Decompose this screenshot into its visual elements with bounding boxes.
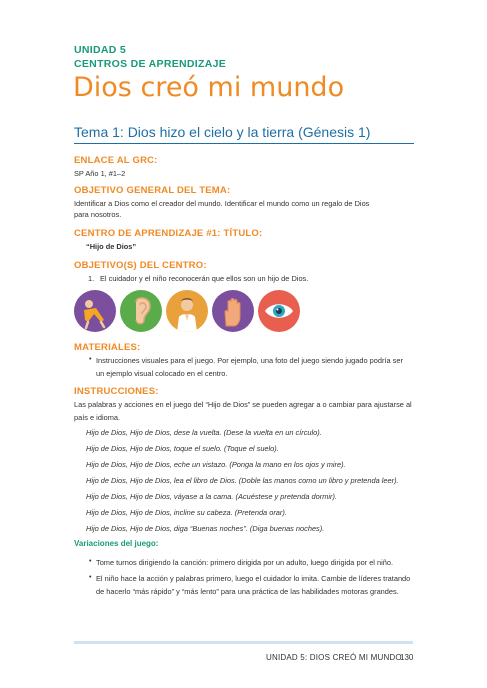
verse-line-5: Hijo de Dios, Hijo de Dios, váyase a la cama. (Acuéstese y pretenda dormir). bbox=[86, 492, 337, 501]
materials-heading: MATERIALES: bbox=[74, 342, 141, 353]
verse-line-4: Hijo de Dios, Hijo de Dios, lea el libro de Dios. (Doble las manos como un libro y pretenda leer). bbox=[86, 476, 399, 485]
materials-line-1: Instrucciones visuales para el juego. Por ejemplo, una foto del juego siendo jugado podría ser bbox=[96, 356, 403, 365]
verse-line-7: Hijo de Dios, Hijo de Dios, diga “Buenas noches”. (Diga buenas noches). bbox=[86, 524, 325, 533]
verse-line-2: Hijo de Dios, Hijo de Dios, toque el suelo. (Toque el suelo). bbox=[86, 444, 279, 453]
center-objective-text-1: El cuidador y el niño reconocerán que ellos son un hijo de Dios. bbox=[100, 274, 309, 283]
general-objective-heading: OBJETIVO GENERAL DEL TEMA: bbox=[74, 185, 231, 196]
topic-underline bbox=[74, 143, 414, 144]
learning-center-heading: CENTRO DE APRENDIZAJE #1: TÍTULO: bbox=[74, 228, 263, 239]
variation-line-2: El niño hace la acción y palabras primero, luego el cuidador lo imita. Cambie de líderes tratando bbox=[96, 574, 411, 583]
eye-icon bbox=[258, 290, 300, 332]
page-number: 130 bbox=[400, 653, 414, 662]
materials-bullet-1: • bbox=[89, 354, 92, 363]
instructions-intro-line-2: país e idioma. bbox=[74, 413, 121, 422]
materials-line-2: un ejemplo visual colocado en el centro. bbox=[96, 369, 228, 378]
verse-line-6: Hijo de Dios, Hijo de Dios, incline su cabeza. (Pretenda orar). bbox=[86, 508, 287, 517]
turn-around-icon bbox=[74, 290, 116, 332]
variation-bullet-2: • bbox=[89, 572, 92, 581]
center-objective-num-1: 1. bbox=[88, 274, 95, 283]
activity-icons bbox=[74, 290, 304, 334]
variation-line-3: de hacerlo “más rápido” y “más lento” para una práctica de las habilidades motoras grandes. bbox=[96, 587, 399, 596]
grc-heading: ENLACE AL GRC: bbox=[74, 155, 158, 166]
general-objective-line-1: Identificar a Dios como el creador del mundo. Identificar el mundo como un regalo de Dios bbox=[74, 199, 370, 208]
variation-bullet-1: • bbox=[89, 556, 92, 565]
instructions-heading: INSTRUCCIONES: bbox=[74, 386, 159, 397]
variation-line-1: Tome turnos dirigiendo la canción: primero dirigida por un adulto, luego dirigida por el niño. bbox=[96, 558, 394, 567]
page-title: Dios creó mi mundo bbox=[73, 72, 345, 103]
footer-rule bbox=[74, 641, 413, 644]
verse-line-1: Hijo de Dios, Hijo de Dios, dese la vuelta. (Dese la vuelta en un círculo). bbox=[86, 428, 322, 437]
section-label: CENTROS DE APRENDIZAJE bbox=[74, 58, 227, 70]
topic-title: Tema 1: Dios hizo el cielo y la tierra (Génesis 1) bbox=[74, 124, 371, 140]
center-objectives-heading: OBJETIVO(S) DEL CENTRO: bbox=[74, 260, 207, 271]
unit-label: UNIDAD 5 bbox=[74, 44, 126, 56]
variations-heading: Variaciones del juego: bbox=[74, 539, 159, 548]
instructions-intro-line-1: Las palabras y acciones en el juego del “Hijo de Dios” se pueden agregar a o cambiar para ajustarse al bbox=[74, 400, 412, 409]
footer-label: UNIDAD 5: DIOS CREÓ MI MUNDO bbox=[266, 653, 402, 662]
learning-center-title: “Hijo de Dios” bbox=[86, 242, 137, 251]
general-objective-line-2: para nosotros. bbox=[74, 210, 122, 219]
grc-text: SP Año 1, #1–2 bbox=[74, 169, 126, 178]
verse-line-3: Hijo de Dios, Hijo de Dios, eche un vistazo. (Ponga la mano en los ojos y mire). bbox=[86, 460, 346, 469]
hand-icon bbox=[212, 290, 254, 332]
child-praying-icon bbox=[166, 290, 208, 332]
ear-icon bbox=[120, 290, 162, 332]
